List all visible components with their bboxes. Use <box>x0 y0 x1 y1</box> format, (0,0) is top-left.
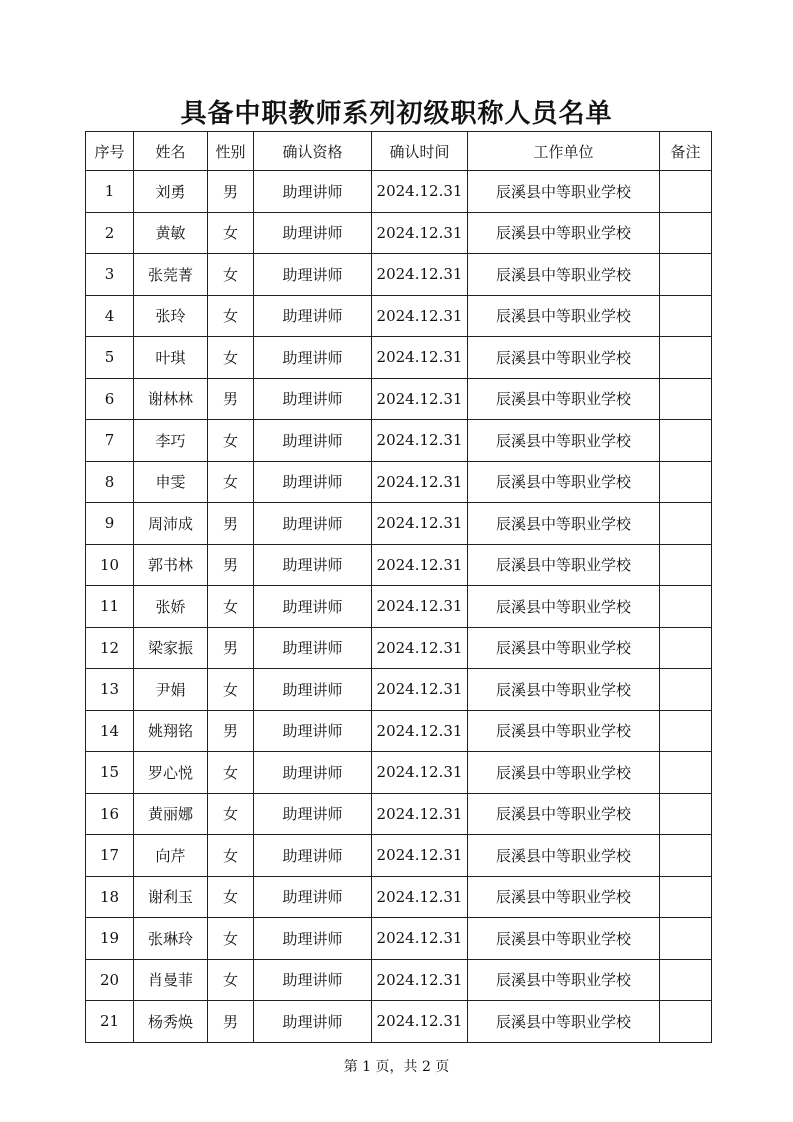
cell-date: 2024.12.31 <box>372 586 468 628</box>
cell-date: 2024.12.31 <box>372 378 468 420</box>
cell-no: 19 <box>86 918 134 960</box>
cell-no: 14 <box>86 710 134 752</box>
cell-gender: 女 <box>208 959 254 1001</box>
cell-unit: 辰溪县中等职业学校 <box>468 710 660 752</box>
cell-name: 李巧 <box>134 420 208 462</box>
cell-gender: 男 <box>208 378 254 420</box>
table-row <box>86 586 712 628</box>
cell-gender: 女 <box>208 337 254 379</box>
cell-name: 张莞菁 <box>134 254 208 296</box>
cell-no: 5 <box>86 337 134 379</box>
cell-date: 2024.12.31 <box>372 835 468 877</box>
cell-no: 15 <box>86 752 134 794</box>
cell-gender: 女 <box>208 295 254 337</box>
cell-unit: 辰溪县中等职业学校 <box>468 752 660 794</box>
cell-name: 罗心悦 <box>134 752 208 794</box>
cell-note <box>660 586 712 628</box>
cell-no: 16 <box>86 793 134 835</box>
cell-qualification: 助理讲师 <box>254 918 372 960</box>
cell-note <box>660 503 712 545</box>
table-row <box>86 710 712 752</box>
cell-name: 肖曼菲 <box>134 959 208 1001</box>
table-row <box>86 1001 712 1043</box>
table-row <box>86 876 712 918</box>
personnel-table <box>85 131 712 1043</box>
cell-unit: 辰溪县中等职业学校 <box>468 835 660 877</box>
cell-date: 2024.12.31 <box>372 1001 468 1043</box>
cell-name: 申雯 <box>134 461 208 503</box>
cell-name: 周沛成 <box>134 503 208 545</box>
header-gender: 性别 <box>208 132 254 171</box>
cell-name: 张琳玲 <box>134 918 208 960</box>
header-qualification: 确认资格 <box>254 132 372 171</box>
cell-date: 2024.12.31 <box>372 461 468 503</box>
cell-note <box>660 337 712 379</box>
cell-name: 杨秀焕 <box>134 1001 208 1043</box>
cell-no: 7 <box>86 420 134 462</box>
cell-no: 3 <box>86 254 134 296</box>
cell-unit: 辰溪县中等职业学校 <box>468 1001 660 1043</box>
cell-date: 2024.12.31 <box>372 669 468 711</box>
cell-note <box>660 544 712 586</box>
cell-name: 梁家振 <box>134 627 208 669</box>
cell-qualification: 助理讲师 <box>254 378 372 420</box>
cell-qualification: 助理讲师 <box>254 503 372 545</box>
cell-unit: 辰溪县中等职业学校 <box>468 918 660 960</box>
table-row <box>86 420 712 462</box>
cell-gender: 女 <box>208 586 254 628</box>
cell-name: 黄丽娜 <box>134 793 208 835</box>
header-no: 序号 <box>86 132 134 171</box>
cell-qualification: 助理讲师 <box>254 295 372 337</box>
table-row <box>86 835 712 877</box>
cell-gender: 男 <box>208 627 254 669</box>
cell-note <box>660 420 712 462</box>
table-row <box>86 503 712 545</box>
cell-unit: 辰溪县中等职业学校 <box>468 959 660 1001</box>
cell-no: 1 <box>86 171 134 213</box>
page-footer: 第 1 页，共 2 页 <box>343 1059 450 1075</box>
cell-date: 2024.12.31 <box>372 337 468 379</box>
cell-name: 谢利玉 <box>134 876 208 918</box>
cell-note <box>660 254 712 296</box>
cell-qualification: 助理讲师 <box>254 171 372 213</box>
cell-gender: 女 <box>208 876 254 918</box>
cell-qualification: 助理讲师 <box>254 461 372 503</box>
cell-no: 4 <box>86 295 134 337</box>
cell-no: 8 <box>86 461 134 503</box>
cell-qualification: 助理讲师 <box>254 420 372 462</box>
cell-gender: 男 <box>208 710 254 752</box>
header-date: 确认时间 <box>372 132 468 171</box>
cell-unit: 辰溪县中等职业学校 <box>468 503 660 545</box>
cell-note <box>660 793 712 835</box>
cell-unit: 辰溪县中等职业学校 <box>468 876 660 918</box>
cell-qualification: 助理讲师 <box>254 212 372 254</box>
cell-name: 郭书林 <box>134 544 208 586</box>
cell-qualification: 助理讲师 <box>254 752 372 794</box>
cell-qualification: 助理讲师 <box>254 669 372 711</box>
table-row <box>86 212 712 254</box>
cell-date: 2024.12.31 <box>372 627 468 669</box>
cell-name: 张玲 <box>134 295 208 337</box>
cell-no: 12 <box>86 627 134 669</box>
cell-gender: 女 <box>208 669 254 711</box>
table-body <box>86 171 712 1043</box>
cell-date: 2024.12.31 <box>372 918 468 960</box>
cell-no: 21 <box>86 1001 134 1043</box>
cell-note <box>660 1001 712 1043</box>
cell-no: 13 <box>86 669 134 711</box>
cell-qualification: 助理讲师 <box>254 959 372 1001</box>
table-row <box>86 171 712 213</box>
cell-date: 2024.12.31 <box>372 959 468 1001</box>
cell-qualification: 助理讲师 <box>254 544 372 586</box>
cell-unit: 辰溪县中等职业学校 <box>468 461 660 503</box>
cell-gender: 女 <box>208 420 254 462</box>
cell-no: 10 <box>86 544 134 586</box>
table-row <box>86 918 712 960</box>
header-note: 备注 <box>660 132 712 171</box>
cell-date: 2024.12.31 <box>372 544 468 586</box>
cell-note <box>660 959 712 1001</box>
cell-qualification: 助理讲师 <box>254 586 372 628</box>
cell-unit: 辰溪县中等职业学校 <box>468 420 660 462</box>
cell-no: 18 <box>86 876 134 918</box>
cell-gender: 女 <box>208 918 254 960</box>
table-row <box>86 793 712 835</box>
table-row <box>86 752 712 794</box>
header-row <box>86 132 712 171</box>
table-row <box>86 959 712 1001</box>
cell-gender: 女 <box>208 752 254 794</box>
cell-date: 2024.12.31 <box>372 420 468 462</box>
table-row <box>86 378 712 420</box>
table-row <box>86 627 712 669</box>
cell-gender: 男 <box>208 171 254 213</box>
cell-no: 2 <box>86 212 134 254</box>
cell-name: 谢林林 <box>134 378 208 420</box>
table-row <box>86 461 712 503</box>
cell-note <box>660 710 712 752</box>
cell-unit: 辰溪县中等职业学校 <box>468 586 660 628</box>
cell-unit: 辰溪县中等职业学校 <box>468 171 660 213</box>
cell-note <box>660 295 712 337</box>
cell-qualification: 助理讲师 <box>254 627 372 669</box>
cell-qualification: 助理讲师 <box>254 1001 372 1043</box>
cell-gender: 男 <box>208 544 254 586</box>
cell-unit: 辰溪县中等职业学校 <box>468 378 660 420</box>
cell-date: 2024.12.31 <box>372 876 468 918</box>
cell-qualification: 助理讲师 <box>254 793 372 835</box>
cell-name: 向芹 <box>134 835 208 877</box>
cell-qualification: 助理讲师 <box>254 835 372 877</box>
cell-gender: 女 <box>208 835 254 877</box>
cell-no: 6 <box>86 378 134 420</box>
cell-qualification: 助理讲师 <box>254 710 372 752</box>
cell-qualification: 助理讲师 <box>254 254 372 296</box>
cell-note <box>660 461 712 503</box>
header-name: 姓名 <box>134 132 208 171</box>
cell-date: 2024.12.31 <box>372 752 468 794</box>
cell-name: 张娇 <box>134 586 208 628</box>
cell-qualification: 助理讲师 <box>254 876 372 918</box>
cell-unit: 辰溪县中等职业学校 <box>468 295 660 337</box>
cell-no: 11 <box>86 586 134 628</box>
cell-gender: 男 <box>208 1001 254 1043</box>
cell-name: 黄敏 <box>134 212 208 254</box>
cell-note <box>660 627 712 669</box>
cell-note <box>660 669 712 711</box>
cell-note <box>660 876 712 918</box>
cell-unit: 辰溪县中等职业学校 <box>468 337 660 379</box>
cell-unit: 辰溪县中等职业学校 <box>468 627 660 669</box>
cell-date: 2024.12.31 <box>372 710 468 752</box>
cell-no: 9 <box>86 503 134 545</box>
cell-date: 2024.12.31 <box>372 793 468 835</box>
cell-name: 尹娟 <box>134 669 208 711</box>
cell-date: 2024.12.31 <box>372 503 468 545</box>
cell-gender: 女 <box>208 254 254 296</box>
cell-name: 刘勇 <box>134 171 208 213</box>
table-row <box>86 669 712 711</box>
cell-note <box>660 835 712 877</box>
cell-gender: 女 <box>208 793 254 835</box>
table-row <box>86 544 712 586</box>
cell-date: 2024.12.31 <box>372 212 468 254</box>
cell-name: 姚翔铭 <box>134 710 208 752</box>
document-title: 具备中职教师系列初级职称人员名单 <box>180 99 613 129</box>
cell-note <box>660 171 712 213</box>
cell-unit: 辰溪县中等职业学校 <box>468 544 660 586</box>
cell-note <box>660 752 712 794</box>
cell-name: 叶琪 <box>134 337 208 379</box>
cell-gender: 男 <box>208 503 254 545</box>
table-row <box>86 337 712 379</box>
cell-qualification: 助理讲师 <box>254 337 372 379</box>
cell-note <box>660 378 712 420</box>
cell-unit: 辰溪县中等职业学校 <box>468 254 660 296</box>
cell-unit: 辰溪县中等职业学校 <box>468 212 660 254</box>
header-unit: 工作单位 <box>468 132 660 171</box>
cell-unit: 辰溪县中等职业学校 <box>468 669 660 711</box>
cell-gender: 女 <box>208 461 254 503</box>
cell-date: 2024.12.31 <box>372 171 468 213</box>
cell-unit: 辰溪县中等职业学校 <box>468 793 660 835</box>
cell-no: 20 <box>86 959 134 1001</box>
cell-note <box>660 918 712 960</box>
cell-gender: 女 <box>208 212 254 254</box>
cell-date: 2024.12.31 <box>372 254 468 296</box>
cell-date: 2024.12.31 <box>372 295 468 337</box>
table-row <box>86 254 712 296</box>
cell-no: 17 <box>86 835 134 877</box>
table-row <box>86 295 712 337</box>
cell-note <box>660 212 712 254</box>
